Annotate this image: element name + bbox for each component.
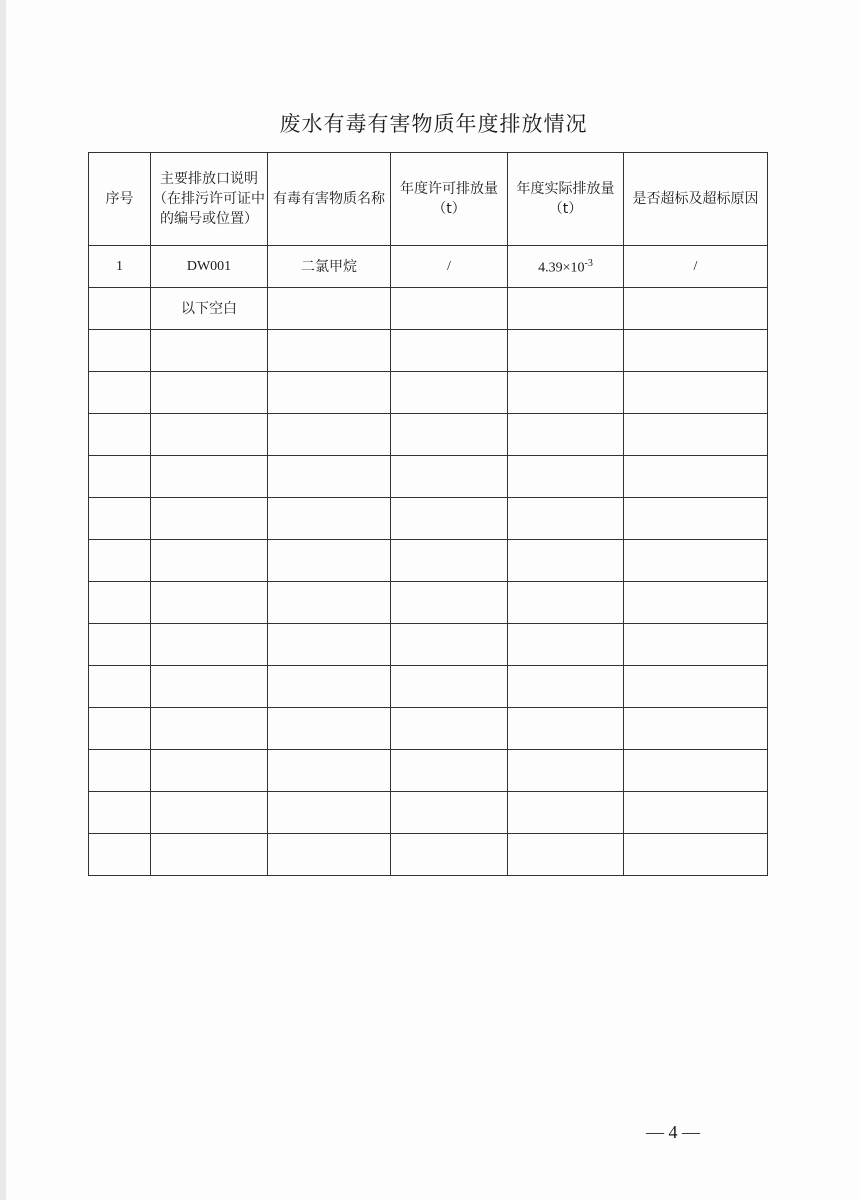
cell-substance xyxy=(268,288,391,330)
empty-cell xyxy=(151,834,268,876)
cell-exceed: / xyxy=(624,246,768,288)
empty-cell xyxy=(151,792,268,834)
empty-cell xyxy=(391,540,508,582)
empty-cell xyxy=(89,666,151,708)
empty-cell xyxy=(391,750,508,792)
empty-cell xyxy=(89,330,151,372)
cell-exceed xyxy=(624,288,768,330)
empty-cell xyxy=(508,834,624,876)
empty-cell xyxy=(391,792,508,834)
empty-cell xyxy=(89,792,151,834)
table-title: 废水有毒有害物质年度排放情况 xyxy=(279,112,588,136)
empty-cell xyxy=(624,498,768,540)
empty-cell xyxy=(391,498,508,540)
empty-cell xyxy=(89,708,151,750)
cell-permit xyxy=(391,288,508,330)
empty-cell xyxy=(508,456,624,498)
empty-cell xyxy=(624,834,768,876)
empty-cell xyxy=(89,414,151,456)
empty-cell xyxy=(508,414,624,456)
empty-table-row xyxy=(89,834,768,876)
empty-cell xyxy=(508,540,624,582)
cell-outlet: DW001 xyxy=(151,246,268,288)
empty-cell xyxy=(391,582,508,624)
empty-cell xyxy=(624,666,768,708)
empty-table-row xyxy=(89,582,768,624)
empty-cell xyxy=(268,456,391,498)
empty-cell xyxy=(151,708,268,750)
cell-no xyxy=(89,288,151,330)
empty-cell xyxy=(624,540,768,582)
empty-cell xyxy=(151,456,268,498)
empty-cell xyxy=(268,750,391,792)
empty-cell xyxy=(391,708,508,750)
emission-table xyxy=(88,152,768,876)
empty-table-row xyxy=(89,792,768,834)
empty-cell xyxy=(89,456,151,498)
empty-cell xyxy=(624,414,768,456)
empty-cell xyxy=(508,792,624,834)
table-row xyxy=(89,288,768,330)
empty-cell xyxy=(508,708,624,750)
empty-table-row xyxy=(89,624,768,666)
empty-cell xyxy=(151,372,268,414)
header-cell-no: 序号 xyxy=(89,153,151,246)
empty-table-row xyxy=(89,456,768,498)
empty-cell xyxy=(624,750,768,792)
empty-cell xyxy=(391,330,508,372)
empty-cell xyxy=(268,330,391,372)
empty-cell xyxy=(268,792,391,834)
empty-cell xyxy=(624,792,768,834)
cell-outlet: 以下空白 xyxy=(151,288,268,330)
empty-cell xyxy=(624,372,768,414)
empty-cell xyxy=(624,330,768,372)
empty-cell xyxy=(89,540,151,582)
empty-cell xyxy=(151,624,268,666)
empty-table-row xyxy=(89,666,768,708)
empty-table-row xyxy=(89,498,768,540)
empty-cell xyxy=(89,582,151,624)
empty-cell xyxy=(508,750,624,792)
empty-cell xyxy=(268,540,391,582)
empty-cell xyxy=(268,624,391,666)
empty-cell xyxy=(508,498,624,540)
empty-cell xyxy=(268,582,391,624)
empty-cell xyxy=(268,834,391,876)
empty-table-row xyxy=(89,372,768,414)
table-row xyxy=(89,246,768,288)
empty-table-row xyxy=(89,330,768,372)
header-cell-exceed: 是否超标及超标原因 xyxy=(624,153,768,246)
empty-cell xyxy=(391,456,508,498)
cell-substance: 二氯甲烷 xyxy=(268,246,391,288)
empty-cell xyxy=(268,708,391,750)
header-cell-permit: 年度许可排放量（t） xyxy=(391,153,508,246)
cell-permit: / xyxy=(391,246,508,288)
empty-cell xyxy=(89,750,151,792)
empty-cell xyxy=(624,456,768,498)
empty-table-row xyxy=(89,540,768,582)
empty-cell xyxy=(391,414,508,456)
empty-cell xyxy=(89,372,151,414)
empty-cell xyxy=(508,666,624,708)
empty-table-row xyxy=(89,708,768,750)
actual-base: 4.39×10 xyxy=(538,260,585,276)
header-cell-actual: 年度实际排放量（t） xyxy=(508,153,624,246)
empty-cell xyxy=(151,414,268,456)
table-header-row xyxy=(89,153,768,246)
cell-actual xyxy=(508,288,624,330)
empty-cell xyxy=(151,582,268,624)
cell-actual xyxy=(508,246,624,288)
page-number: — 4 — xyxy=(646,1122,700,1142)
empty-cell xyxy=(624,708,768,750)
empty-cell xyxy=(508,624,624,666)
empty-cell xyxy=(89,834,151,876)
empty-cell xyxy=(268,372,391,414)
empty-cell xyxy=(268,498,391,540)
empty-cell xyxy=(151,750,268,792)
empty-cell xyxy=(151,666,268,708)
empty-cell xyxy=(508,582,624,624)
empty-table-row xyxy=(89,414,768,456)
empty-cell xyxy=(151,498,268,540)
empty-cell xyxy=(391,666,508,708)
empty-cell xyxy=(89,624,151,666)
actual-exponent: -3 xyxy=(584,258,593,270)
empty-cell xyxy=(508,330,624,372)
empty-cell xyxy=(151,540,268,582)
header-cell-outlet: 主要排放口说明（在排污许可证中的编号或位置） xyxy=(151,153,268,246)
header-cell-substance: 有毒有害物质名称 xyxy=(268,153,391,246)
empty-cell xyxy=(391,372,508,414)
empty-cell xyxy=(508,372,624,414)
empty-cell xyxy=(624,582,768,624)
empty-cell xyxy=(89,498,151,540)
empty-cell xyxy=(151,330,268,372)
empty-cell xyxy=(391,624,508,666)
empty-table-row xyxy=(89,750,768,792)
cell-no: 1 xyxy=(89,246,151,288)
empty-cell xyxy=(624,624,768,666)
empty-cell xyxy=(268,414,391,456)
empty-cell xyxy=(268,666,391,708)
empty-cell xyxy=(391,834,508,876)
